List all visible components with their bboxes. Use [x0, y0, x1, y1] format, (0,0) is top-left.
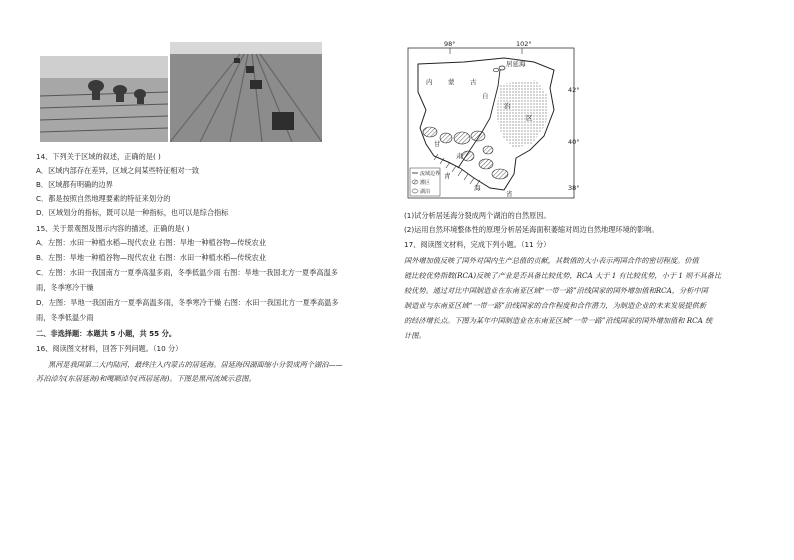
label-su: 肃 [456, 152, 463, 160]
heihe-basin-map [404, 40, 580, 202]
juyanhai-lake-east [499, 66, 505, 70]
juyanhai-label: 居延海 [506, 60, 526, 68]
label-sheng: 省 [506, 190, 513, 198]
legend-lake-icon [412, 189, 418, 193]
q15-option-a: A．左图：水田一种植水稻—现代农业 右图：旱地一种植谷物—传统农业 [36, 238, 267, 247]
legend-irrigation-icon [412, 180, 418, 184]
q17-body-line5: 的经济增长点。下图为某年中国制造业在东南亚区域“一带一路”沿线国家的国外增加值和 RCA 统 [404, 316, 713, 325]
label-zi: 自 [482, 92, 489, 100]
label-hai: 海 [474, 184, 481, 192]
q14-option-d: D．区域划分的指标，既可以是一种指标，也可以是综合指标 [36, 208, 229, 217]
q17-body-line2: 链比较优势指数(RCA)反映了产业是否具备比较优势，RCA 大于 1 有比较优势，小于 1 则不具备比 [404, 271, 722, 280]
legend-boundary: 流域边界 [420, 171, 441, 177]
q14-option-a: A．区域内部存在差异，区域之间某些特征相对一致 [36, 166, 200, 175]
lon-102-label: 102° [516, 40, 532, 48]
q16-sub1: (1)试分析居延海分裂成两个湖泊的自然原因。 [404, 211, 551, 220]
label-nei: 内 [426, 78, 433, 86]
label-qing: 青 [444, 172, 451, 180]
q17-body-line6: 计图。 [404, 331, 426, 340]
harvest-field-image [170, 42, 322, 142]
q16-stem: 16、阅读图文材料，回答下列问题。（10 分） [36, 344, 183, 353]
q14-stem: 14、下列关于区域的叙述，正确的是( ) [36, 152, 161, 161]
q17-body-line3: 较优势。通过对比中国制造业在东南亚区域“一带一路”沿线国家的国外增加值和RCA，分析中国 [404, 286, 708, 295]
label-gu: 古 [470, 78, 477, 86]
lat-42-label: 42° [568, 86, 580, 94]
q15-option-d: D．左图：旱地一我国南方一夏季高温多雨，冬季寒冷干燥 右图：水田一我国北方一夏季高温多 [36, 298, 339, 307]
label-gan: 甘 [434, 140, 441, 148]
juyanhai-lake-west [494, 68, 499, 72]
q15-option-d-cont: 雨，冬季低温少雨 [36, 313, 94, 322]
q15-option-c: C．左图：水田一我国南方一夏季高温多雨，冬季低温少雨 右图：旱地一我国北方一夏季高温多 [36, 268, 338, 277]
q15-option-b: B．左图：旱地一种植谷物—现代农业 右图：水田一种植水稻—传统农业 [36, 253, 267, 262]
lat-40-label: 40° [568, 138, 580, 146]
legend-lake: 湖泊 [420, 189, 431, 195]
label-zhi: 治 [504, 102, 511, 110]
label-qu: 区 [526, 114, 533, 122]
q16-body-line1: 黑河是我国第二大内陆河，最终注入内蒙古的居延海。居延海因湖面缩小分裂成两个湖泊—— [48, 360, 343, 369]
lon-98-label: 98° [444, 40, 456, 48]
q17-body-line4: 制造业与东南亚区域“一带一路”沿线国家的合作程度和合作潜力，为制造企业的未来发展提供新 [404, 301, 707, 310]
wheat-harvest-photo [170, 42, 322, 142]
q17-body-line1: 国外增加值反映了国外对国内生产总值的贡献，其数值的大小表示两国合作的密切程度。价值 [404, 256, 699, 265]
q15-stem: 15、关于景观图及图示内容的描述，正确的是( ) [36, 224, 190, 233]
map-legend [410, 168, 440, 196]
q15-option-c-cont: 雨，冬季寒冷干燥 [36, 283, 94, 292]
q17-stem: 17、阅读图文材料，完成下列小题。（11 分） [404, 240, 551, 249]
q16-body-line2: 苏泊淖尔(东居延海)和嘎顺淖尔(西居延海)。下图是黑河流域示意图。 [36, 374, 256, 383]
q14-option-c: C．都是按照自然地理要素的特征来划分的 [36, 194, 171, 203]
label-meng: 蒙 [448, 78, 455, 86]
paddy-field-image [40, 56, 168, 142]
section-two-heading: 二、非选择题：本题共 5 小题，共 55 分。 [36, 329, 177, 338]
q16-sub2: (2)运用自然环境整体性的原理分析居延海面积萎缩对周边自然地理环境的影响。 [404, 225, 659, 234]
legend-irrigation: 灌区 [420, 180, 431, 186]
lat-38-label: 38° [568, 184, 580, 192]
q14-option-b: B．区域都有明确的边界 [36, 180, 113, 189]
paddy-field-photo [40, 56, 168, 142]
